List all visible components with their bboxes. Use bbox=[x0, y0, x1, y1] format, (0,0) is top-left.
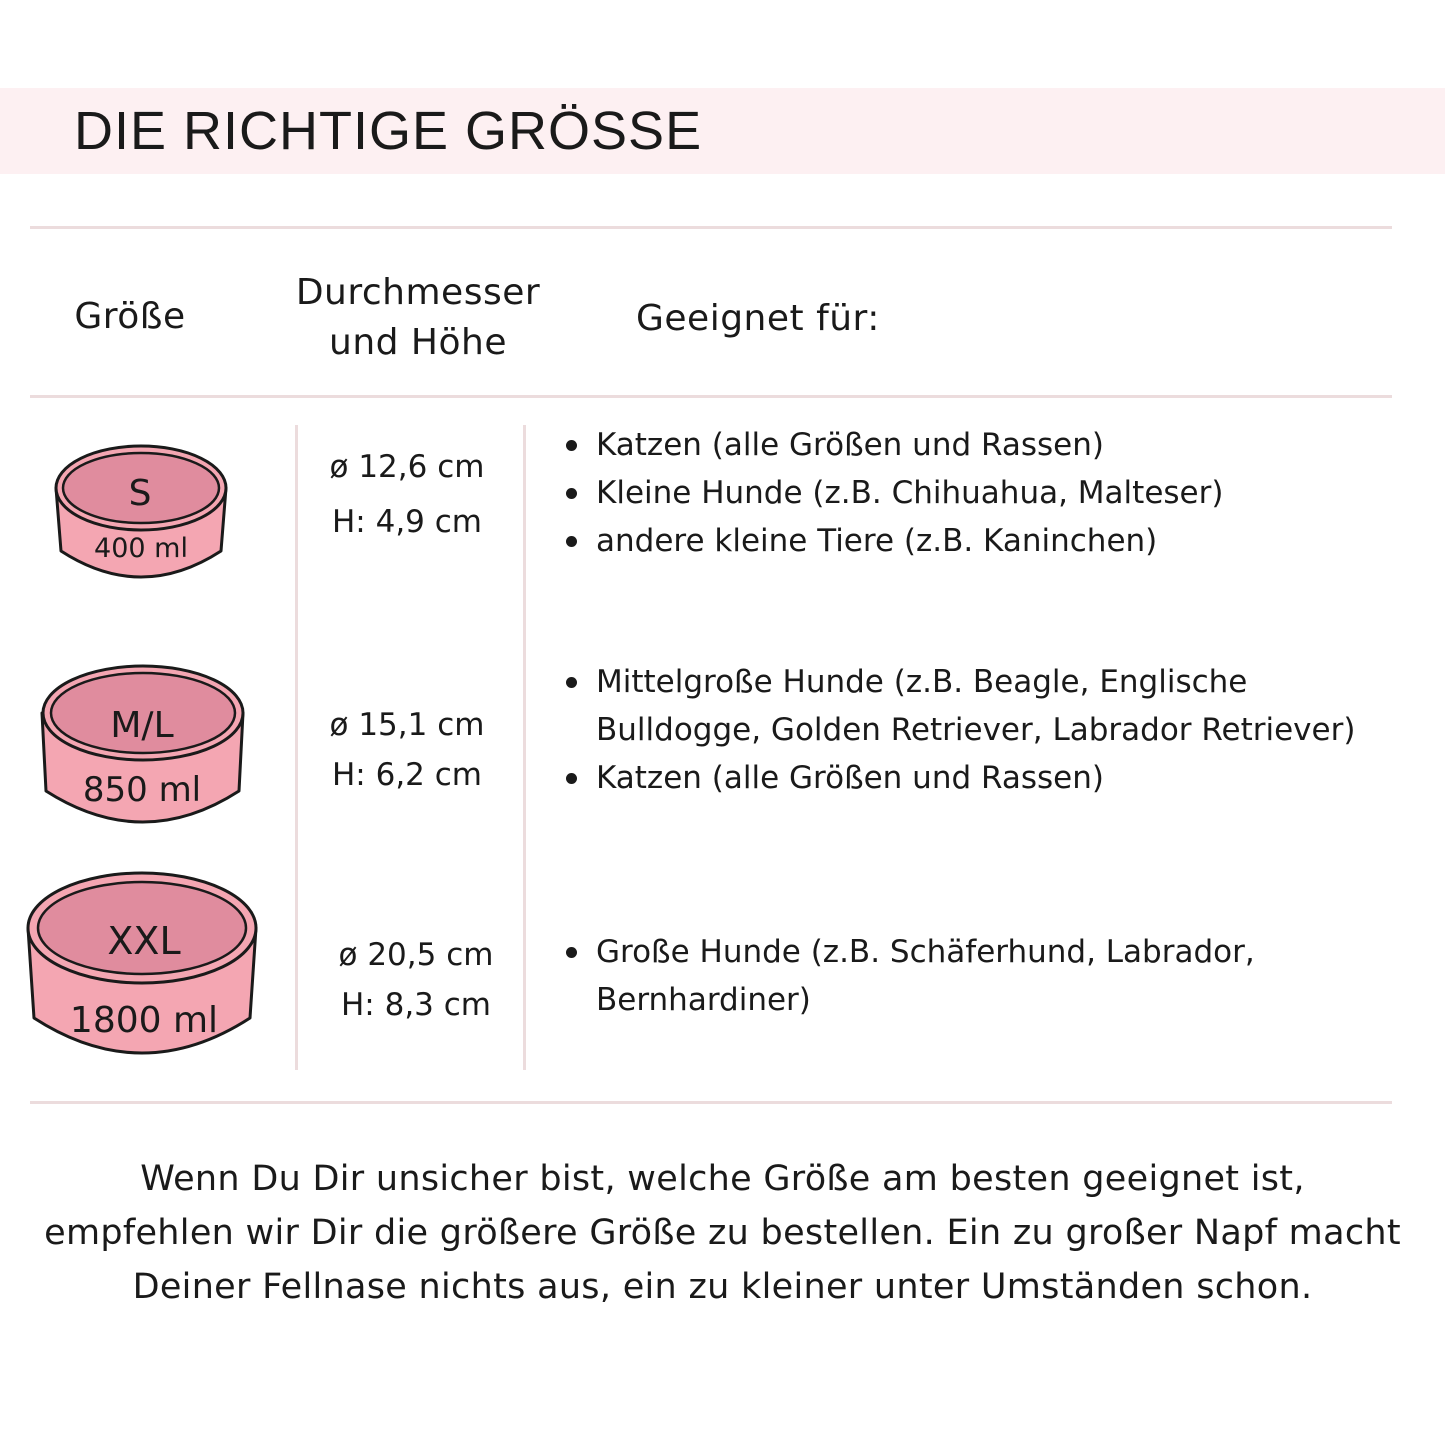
list-item: Katzen (alle Größen und Rassen) bbox=[596, 421, 1396, 469]
bowl-xxl-size-label: XXL bbox=[107, 919, 181, 963]
bowl-s-volume-label: 400 ml bbox=[94, 533, 188, 564]
uses-list-xxl bbox=[560, 928, 1376, 1024]
height-s: H: 4,9 cm bbox=[331, 504, 482, 540]
list-item: Mittelgroße Hunde (z.B. Beagle, Englische Bulldogge, Golden Retriever, Labrador Retriever) bbox=[596, 658, 1376, 754]
bowl-s-icon bbox=[50, 443, 232, 588]
table-top-rule bbox=[30, 226, 1392, 229]
dims-ml bbox=[287, 700, 527, 800]
header-size: Größe bbox=[74, 296, 186, 337]
page-title: DIE RICHTIGE GRÖSSE bbox=[74, 101, 703, 161]
bowl-ml-icon bbox=[38, 663, 248, 833]
list-item: Katzen (alle Größen und Rassen) bbox=[596, 754, 1376, 802]
bowl-xxl-icon bbox=[24, 868, 260, 1063]
diameter-s: ø 12,6 cm bbox=[329, 449, 485, 485]
header-dimensions bbox=[268, 268, 568, 368]
header-dimensions-line2: und Höhe bbox=[329, 322, 507, 363]
uses-list-ml bbox=[560, 658, 1376, 802]
bowl-s-size-label: S bbox=[128, 473, 152, 514]
list-item: Große Hunde (z.B. Schäferhund, Labrador, Bernhardiner) bbox=[596, 928, 1376, 1024]
dims-s bbox=[287, 442, 527, 547]
header-dimensions-line1: Durchmesser bbox=[295, 272, 541, 313]
bowl-ml-volume-label: 850 ml bbox=[82, 770, 202, 810]
list-item: andere kleine Tiere (z.B. Kaninchen) bbox=[596, 517, 1396, 565]
header-bottom-rule bbox=[30, 395, 1392, 398]
bowl-xxl-volume-label: 1800 ml bbox=[69, 1000, 219, 1041]
dims-xxl bbox=[296, 930, 536, 1030]
height-ml: H: 6,2 cm bbox=[331, 757, 482, 793]
footer-note: Wenn Du Dir unsicher bist, welche Größe am besten geeignet ist, empfehlen wir Dir die größere Größe zu bestellen. Ein zu großer Napf macht Deiner Fellnase nichts aus, ein zu kleiner unter Umständen schon. bbox=[44, 1159, 1401, 1307]
diameter-xxl: ø 20,5 cm bbox=[338, 937, 494, 973]
diameter-ml: ø 15,1 cm bbox=[329, 707, 485, 743]
header-suitable: Geeignet für: bbox=[636, 298, 880, 339]
bowl-ml-size-label: M/L bbox=[110, 705, 174, 746]
list-item: Kleine Hunde (z.B. Chihuahua, Malteser) bbox=[596, 469, 1396, 517]
uses-list-s bbox=[560, 421, 1396, 565]
table-bottom-rule bbox=[30, 1101, 1392, 1104]
height-xxl: H: 8,3 cm bbox=[340, 987, 491, 1023]
